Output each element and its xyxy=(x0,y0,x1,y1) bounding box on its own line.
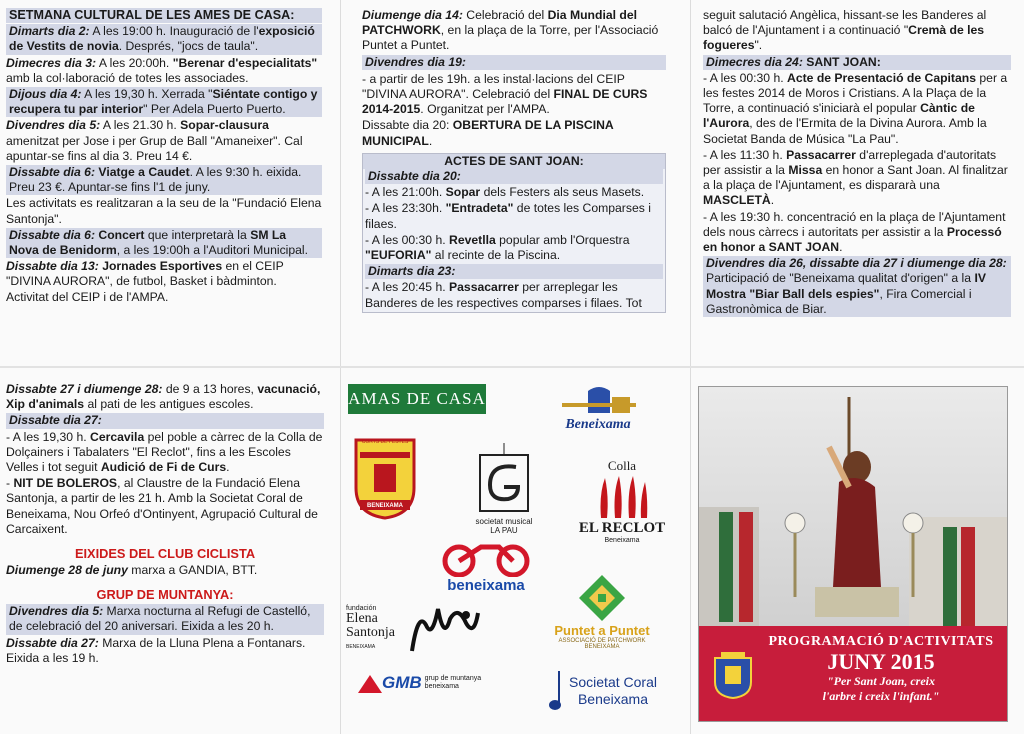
cover-motto-line2: l'arbre i creix l'infant." xyxy=(822,689,940,703)
event-entry: - A les 00:30 h. Revetlla popular amb l'Orquestra "EUFORIA" al recinte de la Piscina. xyxy=(365,232,630,263)
event-entry: Dissabte dia 6: Concert que interpretarà la SM La Nova de Benidorm, a les 19:00h a l'Auditori Municipal. xyxy=(6,228,322,258)
event-entry: - a partir de les 19h. a les instal·lacions del CEIP "DIVINA AURORA". Celebració del FINAL DE CURS 2014-2015. Organitzat per l'AMPA. xyxy=(362,71,648,117)
town-shield-logo xyxy=(352,436,418,522)
event-entry: Dimarts dia 2: A les 19:00 h. Inauguració de l'exposició de Vestits de novia. Després, "jocs de taula". xyxy=(6,24,322,54)
event-date: Dimarts dia 23: xyxy=(365,264,663,279)
event-entry: Dijous dia 4: A les 19,30 h. Xerrada "Siéntate contigo y recupera tu par interior" Per Adela Puerto Puerto. xyxy=(6,87,322,117)
town-crest-icon xyxy=(713,652,753,700)
puntet-sub-text: ASSOCIACIÓ DE PATCHWORK xyxy=(558,637,646,644)
event-entry: - A les 19,30 h. Cercavila pel poble a càrrec de la Colla de Dolçainers i Tabalaters "El Reclot", fins a les Escoles Velles i tot seguit Audició de Fi de Curs. xyxy=(6,429,323,475)
music-note-icon xyxy=(547,669,565,713)
event-entry: Dimecres dia 3: A les 20:00h. "Berenar d'especialitats" amb la col·laboració de totes les associades. xyxy=(6,55,318,85)
coral-text: Societat Coral xyxy=(569,674,657,690)
event-entry: Divendres dia 5: A les 21.30 h. Sopar-clausura amenitzat per Jose i per Grup de Ball "Amaneixer". Cal apuntar-se fins al dia 3. Preu 14 €. xyxy=(6,118,303,163)
amas-de-casa-logo xyxy=(348,384,486,414)
cycling-club-heading: EIXIDES DEL CLUB CICLISTA xyxy=(74,546,256,562)
santonja-text: Santonja xyxy=(346,624,395,640)
event-entry: - A les 19:30 h. concentració en la plaça de l'Ajuntament dels nous càrrecs i autoritats per assistir a la Processó en honor a SANT JOAN. xyxy=(703,209,1006,255)
gmb-sub2-text: beneixama xyxy=(424,683,459,690)
beneixama-logo-text: Beneixama xyxy=(565,417,631,432)
la-pau-logo xyxy=(462,430,546,546)
box-title: ACTES DE SANT JOAN: xyxy=(363,154,665,169)
event-entry: - A les 23:30h. "Entradeta" de totes les Comparses i filaes. xyxy=(365,201,651,231)
event-entry: Dissabte 27 i diumenge 28: de 9 a 13 hores, vacunació, Xip d'animals al pati de les antigues escoles. xyxy=(6,382,321,412)
gmb-sub1-text: grup de muntanya xyxy=(424,675,482,682)
cover-panel xyxy=(698,386,1008,722)
figures-icon xyxy=(408,601,480,653)
elena-text: Elena xyxy=(346,610,378,626)
saint-statue-image xyxy=(699,387,1008,637)
section-title: SETMANA CULTURAL DE LES AMES DE CASA: xyxy=(6,8,322,23)
colla-text: Colla xyxy=(607,458,637,473)
event-entry: Dissabte dia 27: Marxa de la Lluna Plena a Fontanars. Eixida a les 19 h. xyxy=(6,635,306,665)
event-entry: Dissabte dia 6: Viatge a Caudet. A les 9:30 h. eixida. Preu 23 €. Apuntar-se fins l'1 de juny. xyxy=(6,165,322,195)
panel-late-june xyxy=(6,382,324,667)
coral-name: Beneixama xyxy=(577,691,649,707)
event-entry: - A les 20:45 h. Passacarrer per arreplegar les Banderes de les respectives comparses i filaes. Tot xyxy=(365,280,642,310)
puntet-a-puntet-logo xyxy=(542,570,662,652)
cover-banner xyxy=(699,626,1007,721)
event-entry: - NIT DE BOLEROS, al Claustre de la Fundació Elena Santonja, a partir de les 21 h. Amb la Societat Coral de Beneixama, Nou Orfeó d'Ontinyent, Agrupació Cultural de Carcaixent. xyxy=(6,476,318,536)
reclot-text: EL RECLOT xyxy=(578,520,666,536)
reclot-sub-text: Beneixama xyxy=(604,537,640,544)
castle-icon xyxy=(558,387,638,417)
grup-muntanya-logo xyxy=(358,668,508,698)
gmb-text: GMB xyxy=(382,673,422,692)
event-date: Divendres dia 19: xyxy=(362,55,666,70)
event-entry: Diumenge 28 de juny marxa a GANDIA, BTT. xyxy=(6,563,258,578)
panel-middle-top xyxy=(362,8,666,313)
event-date: Dimecres dia 24: SANT JOAN: xyxy=(703,55,1011,70)
la-pau-text: societat musical xyxy=(475,517,533,526)
societat-coral-logo xyxy=(532,666,672,716)
sponsors-panel xyxy=(342,370,690,734)
mountain-group-heading: GRUP DE MUNTANYA: xyxy=(96,587,234,603)
bicycle-icon xyxy=(437,541,535,577)
amas-logo-text: AMAS DE CASA xyxy=(348,389,486,408)
patchwork-icon xyxy=(577,573,627,623)
sant-joan-box xyxy=(362,153,666,313)
shield-text: BENEIXAMA xyxy=(366,503,403,509)
cover-motto-line1: "Per Sant Joan, creix xyxy=(827,674,935,688)
puntet-text: Puntet a Puntet xyxy=(554,622,650,638)
event-entry: Divendres dia 5: Marxa nocturna al Refugi de Castelló, de celebració del 20 aniversari. Eixida a les 20 h. xyxy=(6,604,324,634)
cover-month: JUNY 2015 xyxy=(827,649,935,674)
la-pau-name: LA PAU xyxy=(490,526,518,535)
panel-cultural-week xyxy=(6,8,322,306)
event-entry: seguit salutació Angèlica, hissant-se les Banderes al balcó de l'Ajuntament i a continuació "Cremà de les fogueres". xyxy=(703,8,987,53)
event-entry: - A les 11:30 h. Passacarrer d'arreplegada d'autoritats per assistir a la Missa en honor a Sant Joan. Al finalitzar a la plaça de l'Ajuntament, es dispararà una MASCLETÀ. xyxy=(703,147,1008,208)
fundacion-text: fundación xyxy=(346,604,377,612)
flames-icon xyxy=(595,474,649,520)
event-date: Dissabte dia 27: xyxy=(6,413,324,428)
event-entry: - A les 21:00h. Sopar dels Festers als seus Masets. xyxy=(365,185,645,200)
shield-top-text: CORTS DE FESTES xyxy=(361,439,409,445)
event-entry: Dissabte dia 13: Jornades Esportives en el CEIP "DIVINA AURORA", de futbol, Basket i bàdminton. Activitat del CEIP i de l'AMPA. xyxy=(6,259,284,304)
event-entry: - A les 00:30 h. Acte de Presentació de Capitans per a les festes 2014 de Moros i Cristians. A la Plaça de la Torre, a continuació s'iniciarà el popular Càntic de l'Aurora, des de l'Ermita de la Divina Aurora. Amb la Societat Banda de Música "La Pau". xyxy=(703,70,1008,146)
puntet-sub2-text: BENEIXAMA xyxy=(584,643,620,650)
beneixama-logo xyxy=(538,384,658,436)
mountain-icon xyxy=(358,673,382,693)
event-date: Dissabte dia 20: xyxy=(365,169,663,184)
colla-el-reclot-logo xyxy=(572,448,672,554)
note-text: Les activitats es realitzaran a la seu de la "Fundació Elena Santonja". xyxy=(6,196,322,226)
music-g-icon xyxy=(474,441,534,517)
club-ciclista-logo xyxy=(426,540,546,594)
fundacion-elena-santonja-logo xyxy=(346,596,496,658)
event-entry: Diumenge dia 14: Celebració del Dia Mundial del PATCHWORK, en la plaça de la Torre, per l'Associació Puntet a Puntet. xyxy=(362,8,659,53)
cover-title: PROGRAMACIÓ D'ACTIVITATS xyxy=(768,634,994,649)
event-entry: Divendres dia 26, dissabte dia 27 i diumenge dia 28: Participació de "Beneixama qualitat d'origen" a la IV Mostra "Biar Ball dels espies", Fira Comercial i Gastronòmica de Biar. xyxy=(703,256,1011,317)
panel-sant-joan xyxy=(703,8,1011,318)
bike-text: beneixama xyxy=(447,576,525,594)
event-entry: Dissabte dia 20: OBERTURA DE LA PISCINA MUNICIPAL. xyxy=(362,118,614,148)
elena-sub-text: BENEIXAMA xyxy=(346,643,376,650)
